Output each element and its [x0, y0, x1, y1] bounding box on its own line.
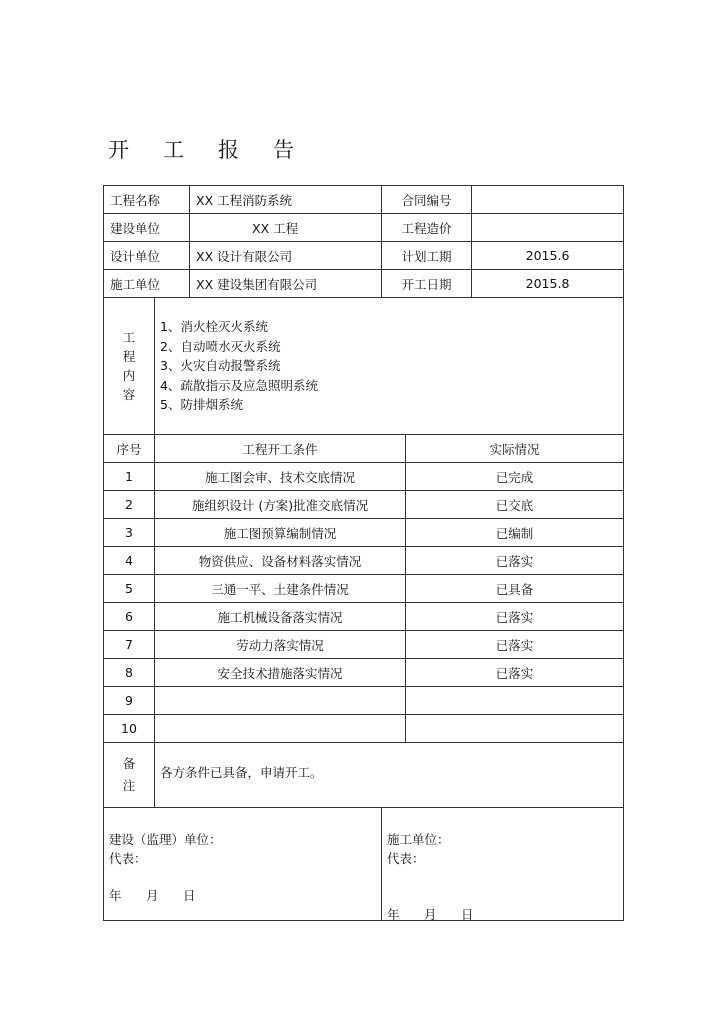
plan-period-label: 计划工期 [382, 242, 472, 270]
start-date-value: 2015.8 [472, 270, 624, 298]
content-label: 工 程 内 容 [104, 298, 155, 435]
table-row: 8 安全技术措施落实情况 已落实 [104, 659, 624, 687]
table-row: 10 [104, 715, 624, 743]
signature-row [104, 808, 624, 921]
start-date-label: 开工日期 [382, 270, 472, 298]
header-status: 实际情况 [406, 435, 624, 463]
table-row: 9 [104, 687, 624, 715]
table-row: 3 施工图预算编制情况 已编制 [104, 519, 624, 547]
right-representative: 代表： [387, 851, 425, 866]
header-condition: 工程开工条件 [155, 435, 406, 463]
plan-period-value: 2015.6 [472, 242, 624, 270]
content-list [155, 298, 624, 435]
remarks-label: 备 注 [104, 743, 155, 808]
conditions-header [104, 435, 624, 463]
contract-no-label: 合同编号 [382, 186, 472, 214]
title-char: 开 [108, 138, 129, 162]
designer-value: XX 设计有限公司 [190, 242, 382, 270]
right-date: 年 月 日 [387, 907, 474, 922]
table-row: 6 施工机械设备落实情况 已落实 [104, 603, 624, 631]
start-report-table [103, 185, 624, 921]
info-row [104, 186, 624, 214]
builder-value: XX 工程 [190, 214, 382, 242]
info-row [104, 242, 624, 270]
table-row: 4 物资供应、设备材料落实情况 已落实 [104, 547, 624, 575]
list-item: 2、自动喷水灭火系统 [160, 338, 281, 354]
constructor-value: XX 建设集团有限公司 [190, 270, 382, 298]
list-item: 5、防排烟系统 [160, 397, 243, 412]
builder-supervisor-unit: 建设（监理）单位： [109, 832, 222, 847]
remarks-row [104, 743, 624, 808]
left-representative: 代表： [109, 851, 147, 866]
info-row [104, 270, 624, 298]
table-row: 1 施工图会审、技术交底情况 已完成 [104, 463, 624, 491]
info-row [104, 214, 624, 242]
title-char: 告 [273, 138, 294, 162]
cost-label: 工程造价 [382, 214, 472, 242]
project-name-value: XX 工程消防系统 [190, 186, 382, 214]
list-item: 1、消火栓灭火系统 [160, 319, 268, 334]
list-item: 3、火灾自动报警系统 [160, 358, 281, 373]
title-char: 工 [163, 138, 184, 162]
designer-label: 设计单位 [104, 242, 190, 270]
builder-label: 建设单位 [104, 214, 190, 242]
page-title [108, 134, 328, 164]
remarks-text: 各方条件已具备，申请开工。 [155, 743, 624, 808]
cost-value [472, 214, 624, 242]
project-name-label: 工程名称 [104, 186, 190, 214]
title-char: 报 [218, 138, 239, 162]
table-row: 2 施组织设计 (方案)批准交底情况 已交底 [104, 491, 624, 519]
left-date: 年 月 日 [109, 888, 196, 903]
signature-right [382, 808, 624, 921]
header-no: 序号 [104, 435, 155, 463]
constructor-unit: 施工单位： [387, 832, 450, 847]
contract-no-value [472, 186, 624, 214]
content-row [104, 298, 624, 435]
constructor-label: 施工单位 [104, 270, 190, 298]
table-row: 7 劳动力落实情况 已落实 [104, 631, 624, 659]
signature-left [104, 808, 382, 921]
table-row: 5 三通一平、土建条件情况 已具备 [104, 575, 624, 603]
list-item: 4、疏散指示及应急照明系统 [160, 377, 318, 393]
